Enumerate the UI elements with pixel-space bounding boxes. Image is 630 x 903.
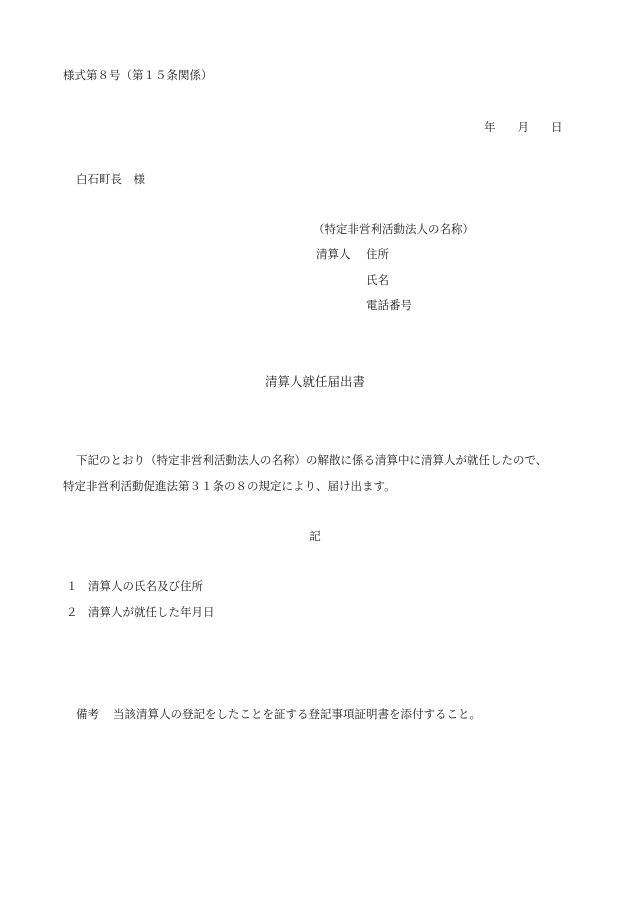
sender-phone-label: 電話番号: [366, 298, 412, 312]
sender-org-name: （特定非営利活動法人の名称）: [313, 222, 474, 236]
remarks: [76, 707, 481, 721]
date-line: [484, 120, 563, 134]
body-text-line-1: 下記のとおり（特定非営利活動法人の名称）の解散に係る清算中に清算人が就任したので、: [76, 453, 548, 467]
remarks-label: 備考: [76, 707, 99, 721]
list-item-number: ２: [66, 605, 78, 619]
date-month-label: 月: [517, 120, 529, 134]
list-item: [66, 605, 215, 619]
date-day-label: 日: [551, 120, 563, 134]
addressee: 白石町長 様: [76, 172, 145, 186]
remarks-text: 当該清算人の登記をしたことを証する登記事項証明書を添付すること。: [113, 707, 481, 721]
sender-name-label: 氏名: [366, 273, 389, 287]
body-text-line-2: 特定非営利活動促進法第３１条の８の規定により、届け出ます。: [63, 479, 396, 493]
list-item-number: １: [66, 579, 78, 593]
form-number: 様式第８号（第１５条関係）: [63, 68, 213, 82]
sender-address-label: 住所: [366, 247, 389, 261]
document-title: 清算人就任届出書: [264, 374, 365, 389]
list-item-text: 清算人が就任した年月日: [88, 605, 215, 619]
date-year-label: 年: [484, 120, 496, 134]
list-item: [66, 579, 203, 593]
list-item-text: 清算人の氏名及び住所: [88, 579, 203, 593]
sender-liquidator-label: 清算人: [316, 247, 351, 261]
ki-heading: 記: [309, 529, 321, 543]
